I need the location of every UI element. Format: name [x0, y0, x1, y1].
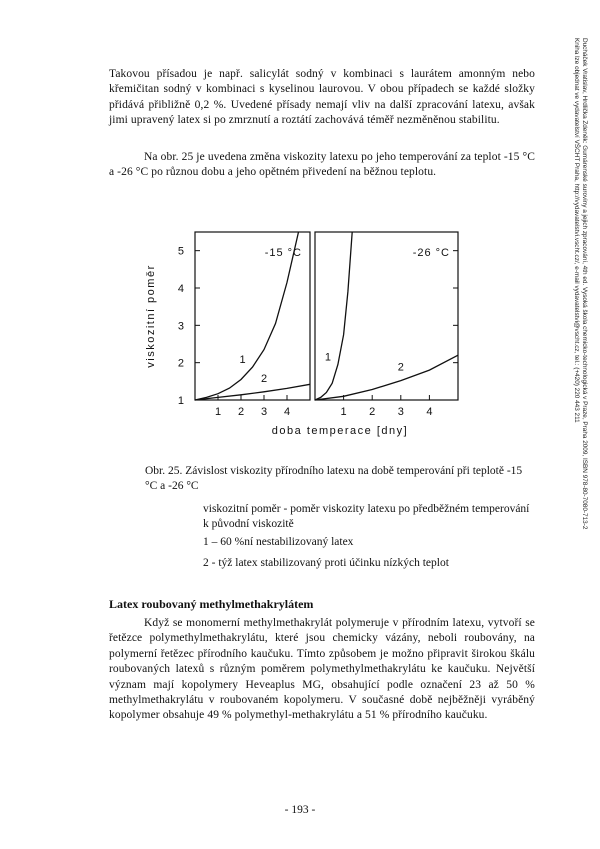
x-tick-label: 4	[426, 406, 433, 418]
x-axis-label: doba temperace [dny]	[271, 425, 409, 437]
x-tick-label: 3	[260, 406, 268, 418]
y-tick-label: 2	[177, 357, 184, 370]
side-note-line-2: Kniha lze objednat ve vydavatelství VŠCHT Praha, http://vydavatelstvi.vscht.cz/, e-mail vydavatelstvi@vscht.cz, tel.: (+420) 220 443 211	[573, 38, 580, 423]
figure-caption-item-1: 1 – 60 %ní nestabilizovaný latex	[203, 536, 354, 548]
x-tick-label: 4	[283, 406, 291, 418]
x-tick-label: 1	[214, 406, 222, 418]
page-number: - 193 -	[284, 804, 316, 816]
y-axis-label: viskozitní poměr	[145, 264, 157, 368]
paragraph-1: Takovou přísadou je např. salicylát sodný v kombinaci s laurátem amonným nebo křemičitan sodný v kombinaci s kyselinou laurovou. V obou případech se každé složky přidává přibližně 0,2 %. Uvedené přísady nemají vliv na další zpracování latexu, avšak jimi upravený latex si po zmrznutí a roztátí zachovává téměř nezměněnou stabilitu.	[109, 68, 535, 127]
series-label-2: 2	[397, 361, 404, 374]
paragraph-3: Když se monomerní methylmethakrylát polymeruje v přírodním latexu, vytvoří se řetězce polymethylmethakrylátu, které jsou chemicky vázány, neboli roubovány, na polymerní řetězec přírodního kaučuku. Tímto způsobem je možno připravit širokou škálu roubovaných latexů s různým poměrem polymethylmethakrylátu ke kaučuku. Největší význam mají kopolymery Heveaplus MG, obsahující podle označení 23 až 50 % methylmethakrylátu v roubovaném kopolymeru. V současné době nejběžněji vyráběný kopolymer obsahuje 49 % polymethyl-methakrylátu a 51 % přírodního kaučuku.	[109, 617, 535, 722]
x-tick-label: 1	[340, 406, 347, 418]
y-tick-label: 5	[177, 245, 184, 258]
x-tick-label: 3	[397, 406, 404, 418]
y-tick-label: 1	[177, 395, 184, 407]
x-tick-label: 2	[369, 406, 376, 418]
panel-title-1: -15 °C	[264, 247, 302, 259]
viscosity-chart	[140, 222, 480, 452]
series-label-1: 1	[239, 354, 246, 367]
series-label-2: 2	[260, 372, 268, 385]
y-tick-label: 3	[177, 320, 184, 333]
series-label-1: 1	[324, 351, 331, 364]
side-copyright-note	[572, 38, 588, 598]
section-heading: Latex roubovaný methylmethakrylátem	[109, 597, 314, 611]
x-tick-label: 2	[237, 406, 245, 418]
series-line-2	[195, 384, 310, 400]
figure-caption-desc: viskozitní poměr - poměr viskozity latexu po předběžném temperování k původní viskozitě	[203, 503, 530, 531]
panel-title-2: -26 °C	[412, 247, 450, 259]
paragraph-2: Na obr. 25 je uvedena změna viskozity latexu po jeho temperování za teplot -15 °C a -26 °C po různou dobu a jeho opětném přivedení na běžnou teplotu.	[109, 151, 535, 179]
y-tick-label: 4	[177, 283, 184, 295]
side-note-line-1: Ducháček Vratislav, Hrdlička Zdeněk: Gumárenské suroviny a jejich zpracování, 4th ed. Vysoká škola chemicko-technologická v Praze, Praha 2009, ISBN 978-80-7080-713-2	[581, 38, 588, 530]
figure-caption-title: Obr. 25. Závislost viskozity přírodního latexu na době temperování při teplotě -15 °C a -26 °C	[145, 465, 523, 493]
series-line-1	[315, 232, 352, 400]
series-line-2	[315, 355, 458, 400]
figure-caption-item-2: 2 - týž latex stabilizovaný proti účinku nízkých teplot	[203, 557, 449, 569]
